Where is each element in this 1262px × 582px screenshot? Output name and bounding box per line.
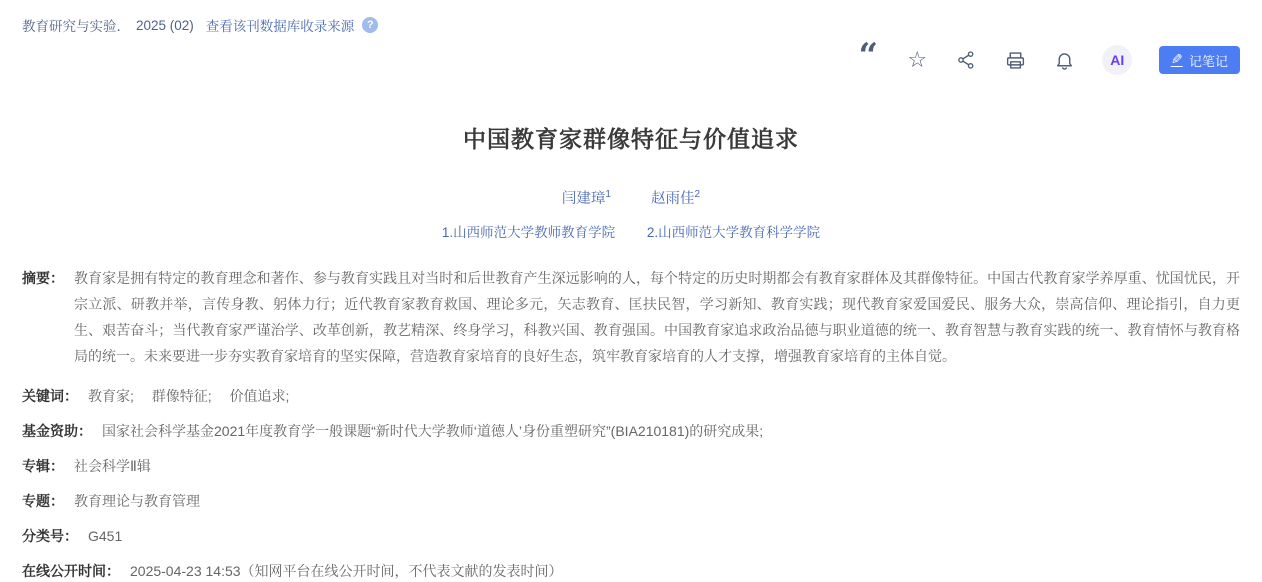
affiliation-link[interactable]: 2.山西师范大学教育科学学院 — [646, 225, 821, 240]
keyword-link[interactable]: 教育家; — [88, 388, 134, 404]
authors-row — [0, 187, 1262, 208]
affiliations-row — [0, 221, 1262, 241]
album-row — [22, 455, 1240, 477]
author-affiliation-sup: 2 — [694, 189, 701, 201]
clc-label: 分类号： — [22, 528, 78, 544]
keyword-link[interactable]: 群像特征; — [151, 388, 212, 404]
metadata-section — [0, 265, 1262, 582]
clc-row — [22, 525, 1240, 547]
toolbar — [857, 36, 1240, 76]
journal-name-link[interactable]: 教育研究与实验． — [22, 19, 130, 34]
topic-row — [22, 490, 1240, 512]
help-icon[interactable]: ? — [362, 17, 378, 33]
fund-text[interactable]: 国家社会科学基金2021年度教育学一般课题“新时代大学教师‘道德人’身份重塑研究”(BIA210181)的研究成果; — [102, 423, 764, 439]
article-title: 中国教育家群像特征与价值追求 — [463, 126, 799, 152]
take-notes-button[interactable] — [1159, 46, 1240, 74]
journal-row — [0, 0, 1262, 35]
album-value: 社会科学Ⅱ辑 — [74, 458, 151, 474]
clc-value: G451 — [88, 528, 123, 544]
keyword-link[interactable]: 价值追求; — [229, 388, 290, 404]
abstract-label: 摘要： — [22, 270, 64, 286]
affiliation-link[interactable]: 1.山西师范大学教师教育学院 — [441, 225, 616, 240]
keywords-row — [22, 385, 1240, 407]
journal-issue: 2025 (02) — [136, 17, 194, 33]
author-link[interactable]: 赵雨佳$^2$ — [651, 189, 701, 207]
fund-label: 基金资助： — [22, 423, 92, 439]
print-icon[interactable] — [1004, 49, 1026, 71]
ai-icon[interactable]: AI — [1102, 45, 1132, 75]
online-time-value: 2025-04-23 14:53（知网平台在线公开时间，不代表文献的发表时间） — [130, 563, 563, 579]
keywords-label: 关键词： — [22, 388, 78, 404]
abstract-text: 教育家是拥有特定的教育理念和著作、参与教育实践且对当时和后世教育产生深远影响的人，每个特定的历史时期都会有教育家群体及其群像特征。中国古代教育家学养厚重、忧国忧民，开宗立派、研教并举，言传身教、躬体力行；近代教育家教育救国、理论多元，矢志教育、匡扶民智，学习新知、教育实践；现代教育家爱国爱民、服务大众，崇高信仰、理论指引，自力更生、艰苦奋斗；当代教育家严谨治学、改革创新，教艺精深、终身学习，科教兴国、教育强国。中国教育家追求政治品德与职业道德的统一、教育智慧与教育实践的统一、教育情怀与教育格局的统一。未来要进一步夯实教育家培育的坚实保障，营造教育家培育的良好生态，筑牢教育家培育的人才支撑，增强教育家培育的主体自觉。 — [74, 270, 1240, 364]
abstract-row — [22, 265, 1240, 369]
quote-icon[interactable]: “ — [858, 36, 879, 76]
source-database-link[interactable]: 查看该刊数据库收录来源 — [205, 19, 355, 34]
share-icon[interactable] — [955, 49, 977, 71]
topic-value: 教育理论与教育管理 — [74, 493, 200, 509]
online-time-label: 在线公开时间： — [22, 563, 120, 579]
star-icon[interactable]: ☆ — [907, 47, 928, 72]
album-label: 专辑： — [22, 458, 64, 474]
topic-label: 专题： — [22, 493, 64, 509]
pencil-icon: ✎ — [1171, 51, 1183, 67]
online-time-row — [22, 560, 1240, 582]
author-link[interactable]: 闫建璋$^1$ — [561, 189, 611, 207]
fund-row — [22, 420, 1240, 442]
bell-icon[interactable] — [1053, 49, 1075, 71]
take-notes-label: 记笔记 — [1188, 53, 1228, 69]
author-affiliation-sup: 1 — [605, 189, 611, 201]
